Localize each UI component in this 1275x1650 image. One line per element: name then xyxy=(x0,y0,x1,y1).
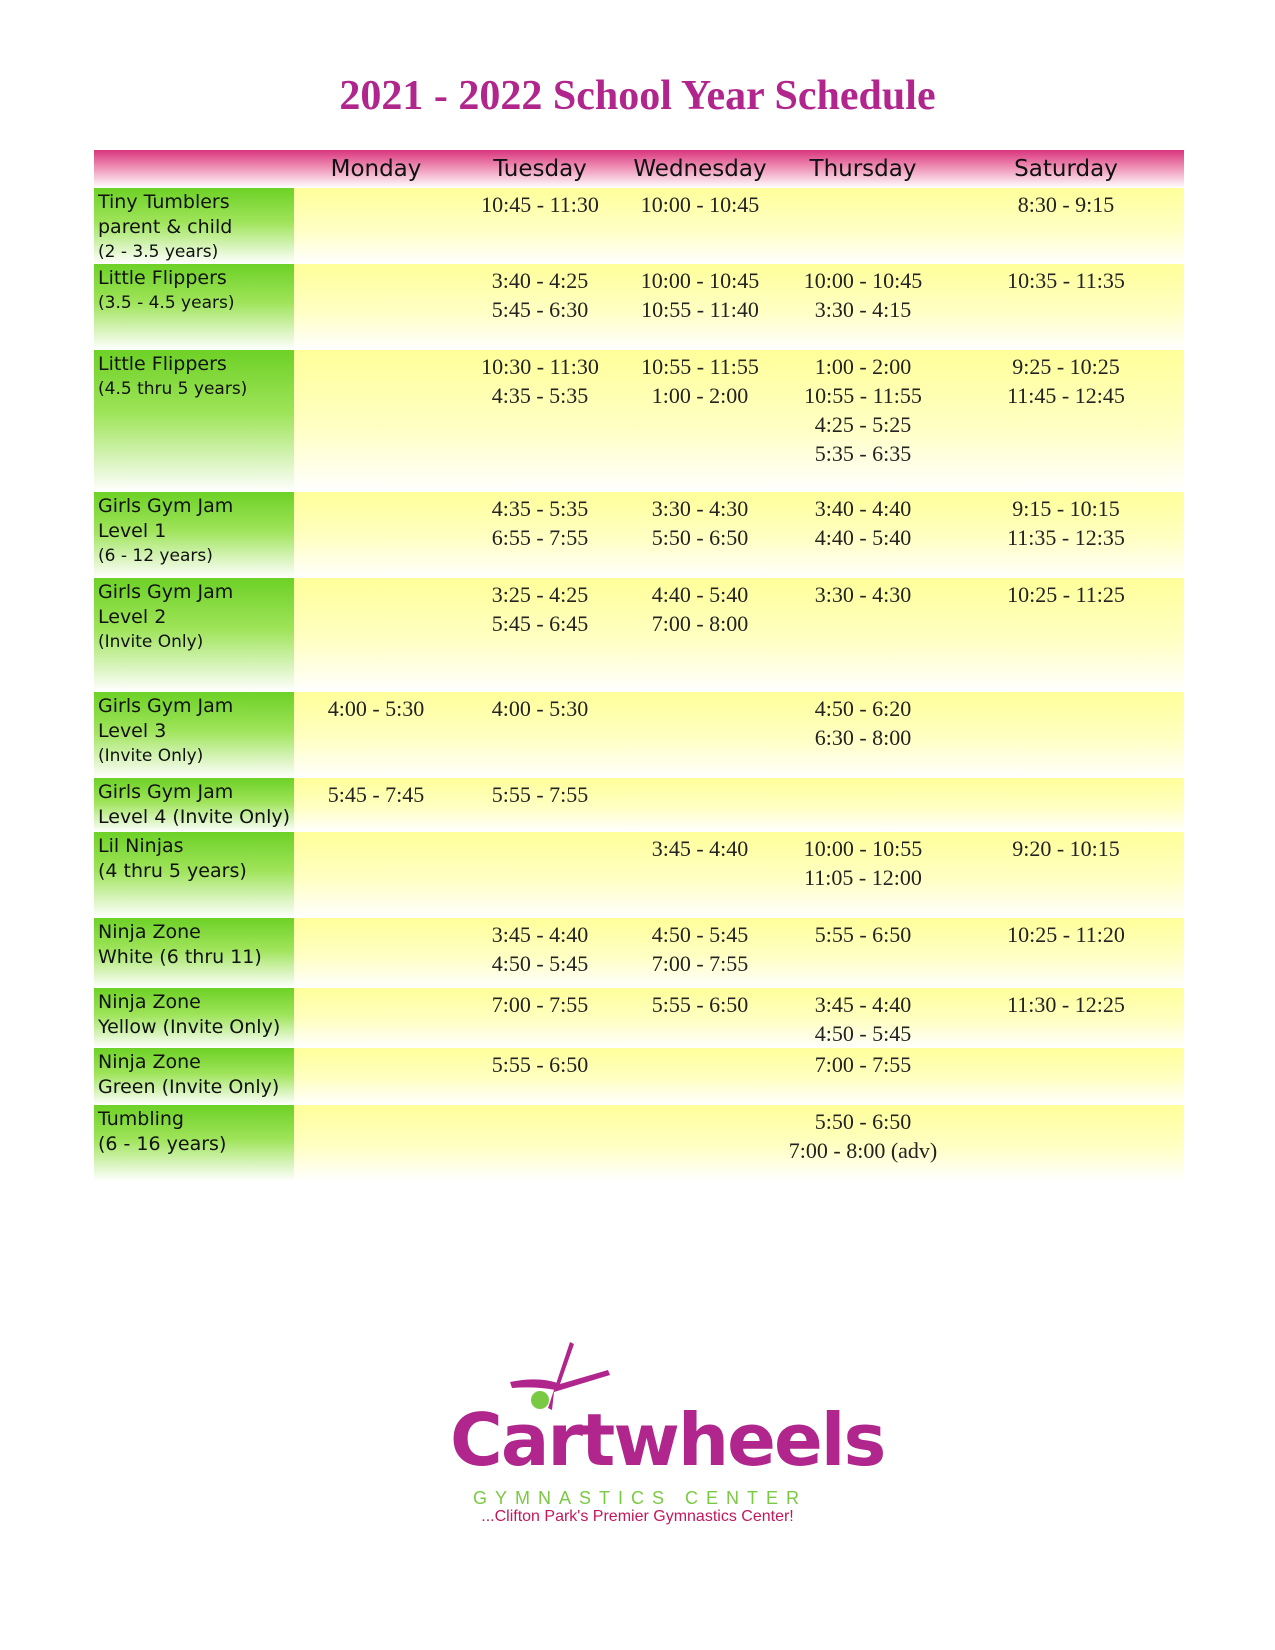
time-cell xyxy=(948,578,1184,692)
time-slot: 4:35 - 5:35 xyxy=(491,496,589,521)
time-cell xyxy=(458,264,622,350)
time-cell xyxy=(294,492,458,578)
time-slot: 4:25 - 5:25 xyxy=(814,412,912,437)
time-slot: 5:55 - 6:50 xyxy=(651,992,749,1017)
day-header: Monday xyxy=(294,150,458,188)
time-cell xyxy=(948,188,1184,264)
time-cell xyxy=(778,832,948,918)
class-name-cell xyxy=(94,988,294,1048)
time-cell xyxy=(948,832,1184,918)
time-slot: 6:30 - 8:00 xyxy=(814,725,912,750)
time-cell xyxy=(458,350,622,492)
time-cell xyxy=(294,188,458,264)
time-slot: 9:25 - 10:25 xyxy=(1012,354,1120,379)
time-cell xyxy=(294,1048,458,1105)
time-cell xyxy=(948,778,1184,832)
class-name-line: Girls Gym Jam xyxy=(98,695,234,717)
class-name-cell xyxy=(94,264,294,350)
day-header: Thursday xyxy=(778,150,948,188)
class-name-line: Level 2 xyxy=(98,606,167,628)
time-slot: 3:25 - 4:25 xyxy=(491,582,589,607)
class-name-cell xyxy=(94,832,294,918)
time-cell xyxy=(948,692,1184,778)
time-slot: 5:55 - 6:50 xyxy=(491,1052,589,1077)
time-cell xyxy=(458,492,622,578)
class-age-range: (2 - 3.5 years) xyxy=(98,242,219,262)
time-cell xyxy=(458,832,622,918)
class-age-range: (6 - 12 years) xyxy=(98,546,213,566)
class-name-cell xyxy=(94,492,294,578)
class-name-line: (6 - 16 years) xyxy=(98,1133,227,1155)
time-cell xyxy=(948,492,1184,578)
class-name-line: Girls Gym Jam xyxy=(98,781,234,803)
class-name-cell xyxy=(94,918,294,988)
time-slot: 4:00 - 5:30 xyxy=(327,696,425,721)
schedule-table xyxy=(94,150,1184,1181)
class-name-line: Ninja Zone xyxy=(98,1051,201,1073)
time-cell xyxy=(948,264,1184,350)
time-slot: 10:25 - 11:25 xyxy=(1007,582,1125,607)
time-cell xyxy=(948,988,1184,1048)
time-cell xyxy=(294,578,458,692)
time-slot: 11:45 - 12:45 xyxy=(1007,383,1125,408)
schedule-body xyxy=(94,188,1184,1181)
time-slot: 8:30 - 9:15 xyxy=(1017,192,1115,217)
time-cell xyxy=(622,988,778,1048)
day-header: Wednesday xyxy=(622,150,778,188)
time-slot: 10:30 - 11:30 xyxy=(481,354,599,379)
schedule-row xyxy=(94,918,1184,988)
time-slot: 3:45 - 4:40 xyxy=(651,836,749,861)
class-name-line: Girls Gym Jam xyxy=(98,495,234,517)
time-slot: 5:55 - 6:50 xyxy=(814,922,912,947)
time-slot: 7:00 - 7:55 xyxy=(814,1052,912,1077)
time-cell xyxy=(458,1105,622,1181)
time-cell xyxy=(458,188,622,264)
time-slot: 1:00 - 2:00 xyxy=(814,354,912,379)
time-cell xyxy=(778,264,948,350)
time-slot: 5:50 - 6:50 xyxy=(814,1109,912,1134)
time-cell xyxy=(948,918,1184,988)
time-slot: 4:50 - 6:20 xyxy=(814,696,912,721)
time-slot: 7:00 - 7:55 xyxy=(651,951,749,976)
class-name-line: (4 thru 5 years) xyxy=(98,860,247,882)
schedule-row xyxy=(94,492,1184,578)
time-slot: 3:30 - 4:15 xyxy=(814,297,912,322)
cartwheels-logo xyxy=(450,1340,885,1520)
time-slot: 10:00 - 10:45 xyxy=(640,268,760,293)
class-name-cell xyxy=(94,1105,294,1181)
schedule-row xyxy=(94,1048,1184,1105)
time-cell xyxy=(622,492,778,578)
time-slot: 10:00 - 10:55 xyxy=(803,836,923,861)
time-slot: 10:55 - 11:40 xyxy=(641,297,759,322)
time-slot: 11:05 - 12:00 xyxy=(804,865,922,890)
time-cell xyxy=(948,1105,1184,1181)
class-name-cell xyxy=(94,350,294,492)
time-slot: 10:25 - 11:20 xyxy=(1007,922,1125,947)
time-slot: 5:35 - 6:35 xyxy=(814,441,912,466)
time-slot: 10:35 - 11:35 xyxy=(1007,268,1125,293)
class-name-cell xyxy=(94,1048,294,1105)
time-cell xyxy=(778,918,948,988)
class-name-line: Level 1 xyxy=(98,520,167,542)
time-cell xyxy=(622,188,778,264)
time-slot: 4:50 - 5:45 xyxy=(651,922,749,947)
class-name-line: Little Flippers xyxy=(98,353,227,375)
time-slot: 3:40 - 4:25 xyxy=(491,268,589,293)
time-cell xyxy=(458,918,622,988)
schedule-row xyxy=(94,264,1184,350)
page-title: 2021 - 2022 School Year Schedule xyxy=(339,73,936,119)
time-cell xyxy=(778,578,948,692)
time-cell xyxy=(778,188,948,264)
time-slot: 1:00 - 2:00 xyxy=(651,383,749,408)
time-slot: 11:35 - 12:35 xyxy=(1007,525,1125,550)
time-cell xyxy=(458,692,622,778)
schedule-row xyxy=(94,692,1184,778)
header-row xyxy=(94,150,1184,188)
schedule-row xyxy=(94,832,1184,918)
time-cell xyxy=(458,988,622,1048)
time-slot: 9:20 - 10:15 xyxy=(1012,836,1120,861)
time-slot: 5:45 - 6:45 xyxy=(491,611,589,636)
logo-subtitle: GYMNASTICS CENTER xyxy=(472,1488,808,1508)
class-name-cell xyxy=(94,188,294,264)
schedule-row xyxy=(94,578,1184,692)
time-slot: 10:00 - 10:45 xyxy=(803,268,923,293)
time-slot: 4:40 - 5:40 xyxy=(814,525,912,550)
day-header: Tuesday xyxy=(458,150,622,188)
class-name-cell xyxy=(94,692,294,778)
class-age-range: (Invite Only) xyxy=(98,746,204,766)
class-name-line: Yellow (Invite Only) xyxy=(98,1016,281,1038)
time-slot: 7:00 - 8:00 xyxy=(651,611,749,636)
time-slot: 10:55 - 11:55 xyxy=(641,354,759,379)
time-slot: 5:45 - 7:45 xyxy=(327,782,425,807)
header-corner xyxy=(94,150,294,188)
class-name-line: Little Flippers xyxy=(98,267,227,289)
time-slot: 3:40 - 4:40 xyxy=(814,496,912,521)
time-slot: 11:30 - 12:25 xyxy=(1007,992,1125,1017)
class-name-line: White (6 thru 11) xyxy=(98,946,262,968)
time-cell xyxy=(778,1048,948,1105)
time-cell xyxy=(778,988,948,1048)
class-age-range: (4.5 thru 5 years) xyxy=(98,379,248,399)
time-cell xyxy=(948,1048,1184,1105)
time-cell xyxy=(948,350,1184,492)
schedule-row xyxy=(94,188,1184,264)
day-header: Saturday xyxy=(948,150,1184,188)
class-name-line: Level 4 (Invite Only) xyxy=(98,806,291,828)
time-cell xyxy=(294,1105,458,1181)
time-cell xyxy=(294,264,458,350)
class-name-line: Green (Invite Only) xyxy=(98,1076,280,1098)
class-name-line: Ninja Zone xyxy=(98,991,201,1013)
time-cell xyxy=(294,350,458,492)
logo-tagline: ...Clifton Park's Premier Gymnastics Center! xyxy=(481,1508,794,1525)
time-slot: 3:45 - 4:40 xyxy=(491,922,589,947)
time-cell xyxy=(778,1105,948,1181)
time-slot: 3:30 - 4:30 xyxy=(814,582,912,607)
schedule-row xyxy=(94,988,1184,1048)
time-cell xyxy=(294,832,458,918)
time-cell xyxy=(458,778,622,832)
class-name-cell xyxy=(94,778,294,832)
time-slot: 10:55 - 11:55 xyxy=(804,383,922,408)
time-cell xyxy=(622,1048,778,1105)
time-slot: 4:40 - 5:40 xyxy=(651,582,749,607)
schedule-row xyxy=(94,778,1184,832)
class-name-line: parent & child xyxy=(98,216,233,238)
time-cell xyxy=(622,578,778,692)
class-name-line: Tumbling xyxy=(98,1108,184,1130)
time-slot: 3:45 - 4:40 xyxy=(814,992,912,1017)
time-cell xyxy=(778,778,948,832)
time-cell xyxy=(294,918,458,988)
time-slot: 6:55 - 7:55 xyxy=(491,525,589,550)
schedule-row xyxy=(94,350,1184,492)
time-slot: 4:50 - 5:45 xyxy=(814,1021,912,1046)
time-slot: 4:00 - 5:30 xyxy=(491,696,589,721)
time-cell xyxy=(622,918,778,988)
time-cell xyxy=(622,692,778,778)
time-slot: 3:30 - 4:30 xyxy=(651,496,749,521)
time-cell xyxy=(294,692,458,778)
time-cell xyxy=(622,264,778,350)
time-slot: 5:55 - 7:55 xyxy=(491,782,589,807)
class-name-line: Level 3 xyxy=(98,720,167,742)
time-cell xyxy=(294,778,458,832)
time-cell xyxy=(622,350,778,492)
time-slot: 7:00 - 8:00 (adv) xyxy=(788,1138,938,1163)
time-cell xyxy=(294,988,458,1048)
class-name-line: Ninja Zone xyxy=(98,921,201,943)
time-slot: 10:00 - 10:45 xyxy=(640,192,760,217)
time-slot: 4:35 - 5:35 xyxy=(491,383,589,408)
class-age-range: (3.5 - 4.5 years) xyxy=(98,293,235,313)
time-slot: 4:50 - 5:45 xyxy=(491,951,589,976)
time-cell xyxy=(458,578,622,692)
class-name-cell xyxy=(94,578,294,692)
time-cell xyxy=(778,492,948,578)
time-slot: 7:00 - 7:55 xyxy=(491,992,589,1017)
time-cell xyxy=(778,692,948,778)
time-slot: 5:45 - 6:30 xyxy=(491,297,589,322)
time-cell xyxy=(458,1048,622,1105)
time-cell xyxy=(778,350,948,492)
class-name-line: Girls Gym Jam xyxy=(98,581,234,603)
class-name-line: Tiny Tumblers xyxy=(98,191,230,213)
class-name-line: Lil Ninjas xyxy=(98,835,184,857)
logo-wordmark: Cartwheels xyxy=(450,1398,885,1482)
time-cell xyxy=(622,1105,778,1181)
time-cell xyxy=(622,778,778,832)
time-slot: 5:50 - 6:50 xyxy=(651,525,749,550)
class-age-range: (Invite Only) xyxy=(98,632,204,652)
time-slot: 10:45 - 11:30 xyxy=(481,192,599,217)
time-cell xyxy=(622,832,778,918)
schedule-row xyxy=(94,1105,1184,1181)
time-slot: 9:15 - 10:15 xyxy=(1012,496,1120,521)
